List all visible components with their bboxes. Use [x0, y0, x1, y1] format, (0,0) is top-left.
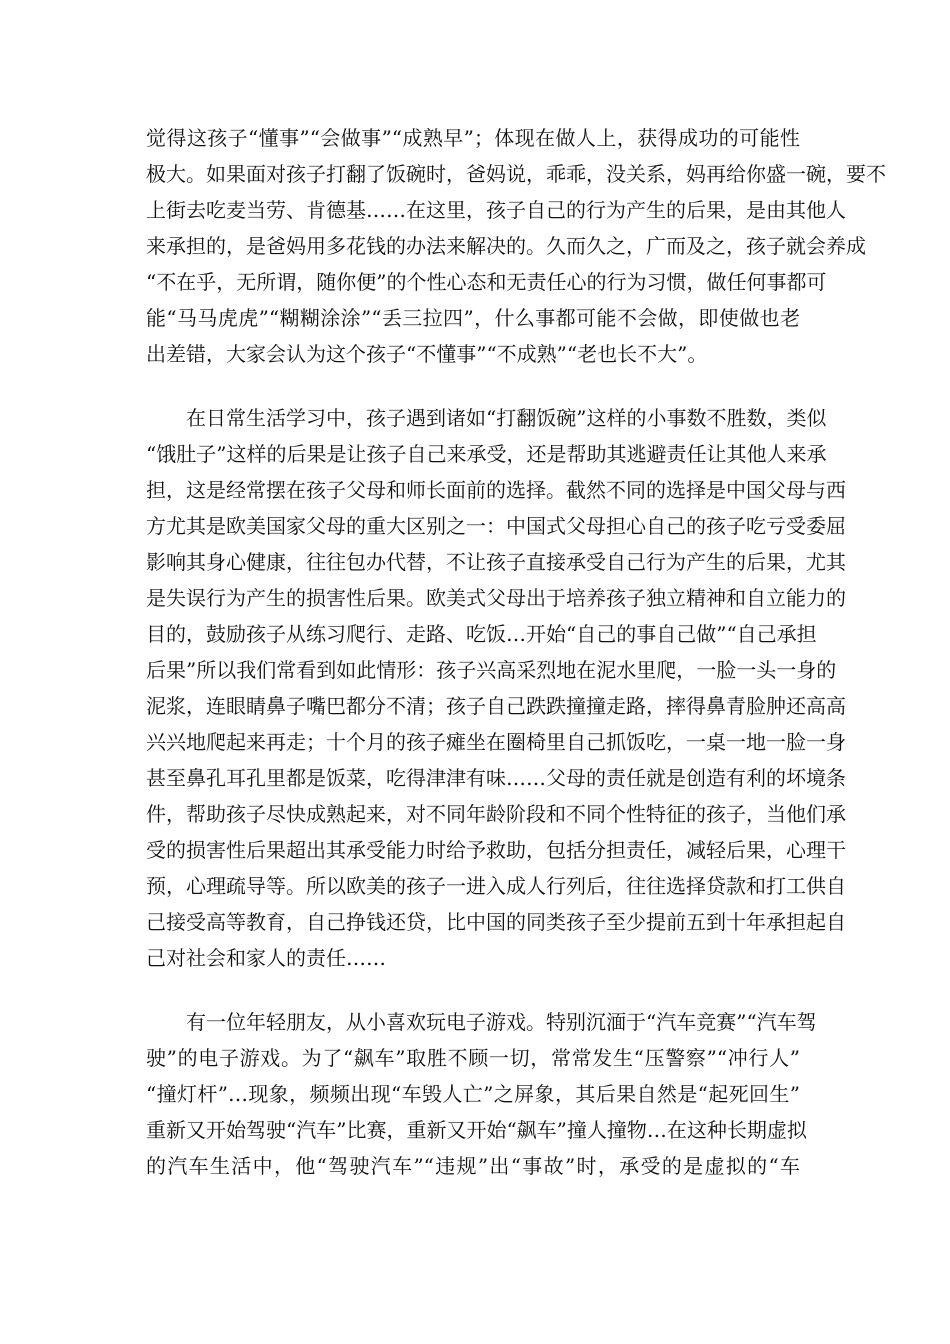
text-line: 上街去吃麦当劳、肯德基……在这里，孩子自己的行为产生的后果，是由其他人 [146, 198, 846, 222]
text-line: “不在乎，无所谓，随你便”的个性心态和无责任心的行为习惯，做任何事都可 [146, 270, 827, 294]
text-line: 有一位年轻朋友，从小喜欢玩电子游戏。特别沉湎于“汽车竞赛”“汽车驾 [186, 1010, 817, 1034]
text-line: 件，帮助孩子尽快成熟起来，对不同年龄阶段和不同个性特征的孩子，当他们承 [146, 802, 846, 826]
text-line: 在日常生活学习中，孩子遇到诸如“打翻饭碗”这样的小事数不胜数，类似 [186, 406, 827, 430]
text-line: 影响其身心健康，往往包办代替，不让孩子直接承受自己行为产生的后果，尤其 [146, 550, 846, 574]
text-line: 来承担的，是爸妈用多花钱的办法来解决的。久而久之，广而及之，孩子就会养成 [146, 234, 866, 258]
text-line: 泥浆，连眼睛鼻子嘴巴都分不清；孩子自己跌跌撞撞走路，摔得鼻青脸肿还高高 [146, 694, 846, 718]
text-line: 担，这是经常摆在孩子父母和师长面前的选择。截然不同的选择是中国父母与西 [146, 478, 846, 502]
text-line: 极大。如果面对孩子打翻了饭碗时，爸妈说，乖乖，没关系，妈再给你盛一碗，要不 [146, 162, 886, 186]
text-line: 重新又开始驾驶“汽车”比赛，重新又开始“飙车”撞人撞物…在这种长期虚拟 [146, 1118, 807, 1142]
paragraph-1 [146, 120, 886, 372]
text-line: 甚至鼻孔耳孔里都是饭菜，吃得津津有味……父母的责任就是创造有利的坏境条 [146, 766, 846, 790]
text-line: 受的损害性后果超出其承受能力时给予救助，包括分担责任，减轻后果，心理干 [146, 838, 846, 862]
text-line: “饿肚子”这样的后果是让孩子自己来承受，还是帮助其逃避责任让其他人来承 [146, 442, 827, 466]
text-line: 能“马马虎虎”“糊糊涂涂”“丢三拉四”，什么事都可能不会做，即使做也老 [146, 306, 800, 330]
text-line: 目的，鼓励孩子从练习爬行、走路、吃饭…开始“自己的事自己做”“自己承担 [146, 622, 817, 646]
text-line: “撞灯杆”…现象，频频出现“车毁人亡”之屏象，其后果自然是“起死回生” [146, 1082, 800, 1106]
text-line: 觉得这孩子“懂事”“会做事”“成熟早”；体现在做人上，获得成功的可能性 [146, 126, 800, 150]
text-line: 是失误行为产生的损害性后果。欧美式父母出于培养孩子独立精神和自立能力的 [146, 586, 846, 610]
text-line: 方尤其是欧美国家父母的重大区别之一：中国式父母担心自己的孩子吃亏受委屈 [146, 514, 846, 538]
paragraph-2 [146, 400, 846, 976]
text-line: 的汽车生活中，他“驾驶汽车”“违规”出“事故”时，承受的是虚拟的“车 [146, 1154, 800, 1178]
text-line: 己对社会和家人的责任…… [146, 946, 386, 970]
paragraph-3 [146, 1004, 817, 1184]
text-line: 出差错，大家会认为这个孩子“不懂事”“不成熟”“老也长不大”。 [146, 342, 708, 366]
text-line: 兴兴地爬起来再走；十个月的孩子瘫坐在圈椅里自己抓饭吃，一桌一地一脸一身 [146, 730, 846, 754]
text-line: 己接受高等教育，自己挣钱还贷，比中国的同类孩子至少提前五到十年承担起自 [146, 910, 846, 934]
text-line: 驶”的电子游戏。为了“飙车”取胜不顾一切，常常发生“压警察”“冲行人” [146, 1046, 800, 1070]
text-line: 后果”所以我们常看到如此情形：孩子兴高采烈地在泥水里爬，一脸一头一身的 [146, 658, 837, 682]
body-text [146, 120, 886, 1212]
text-line: 预，心理疏导等。所以欧美的孩子一进入成人行列后，往往选择贷款和打工供自 [146, 874, 846, 898]
